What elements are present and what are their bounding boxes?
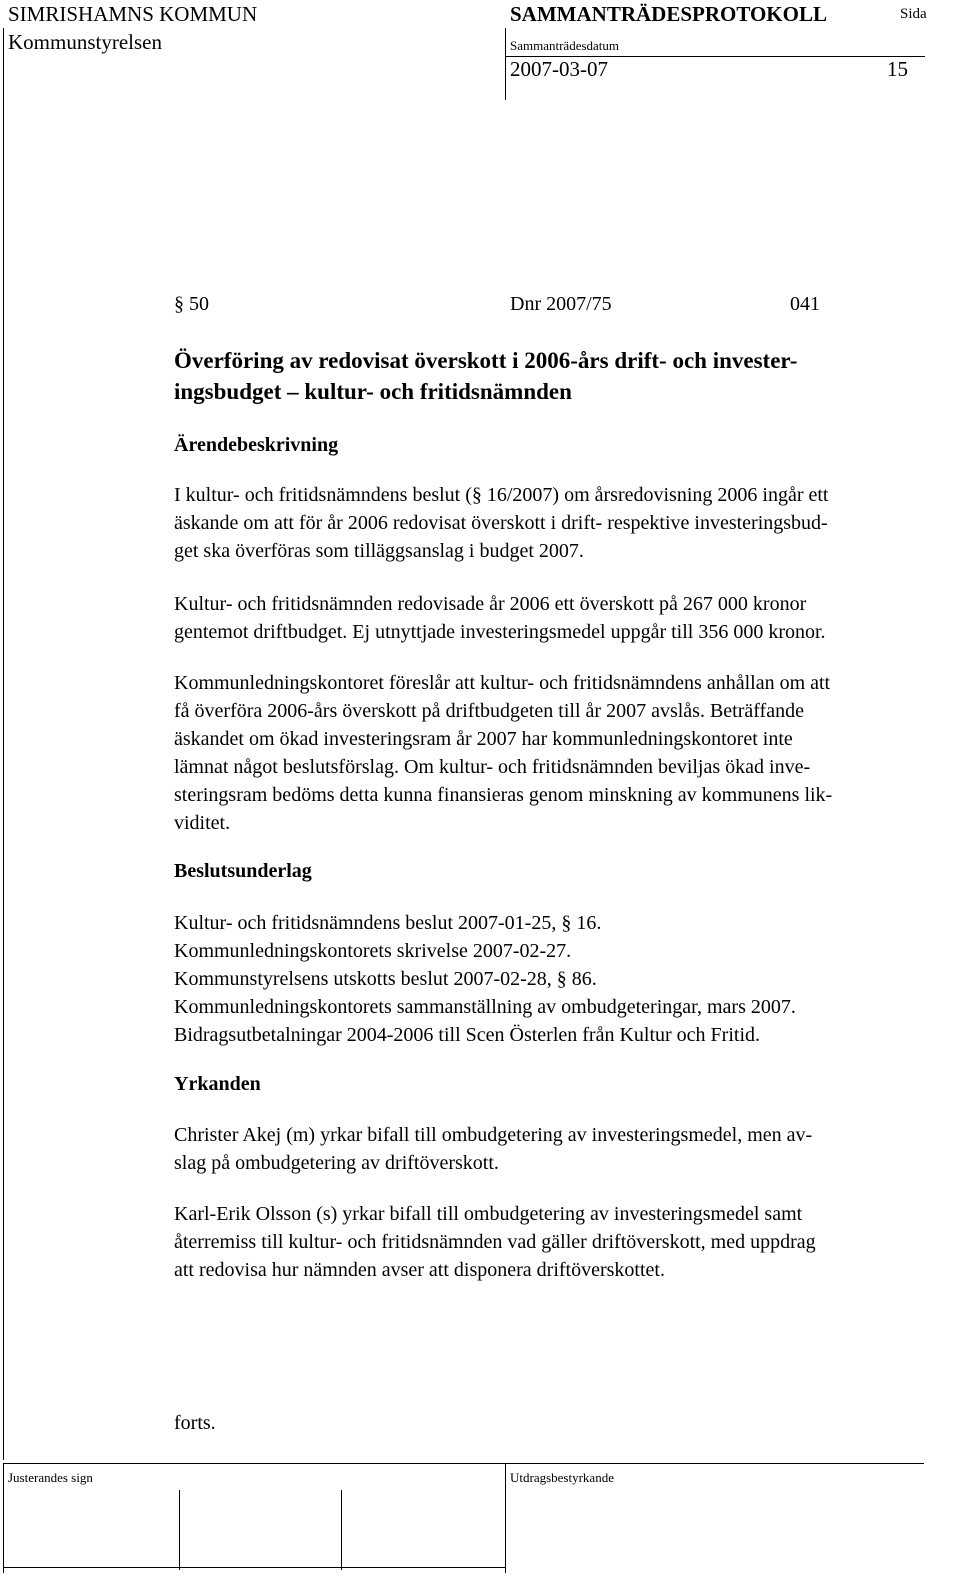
list-item: Kommunledningskontorets skrivelse 2007-02-27. — [174, 940, 572, 962]
description-paragraph-1 — [174, 481, 934, 565]
text-line: få överföra 2006-års överskott på driftbudgeten till år 2007 avslås. Beträffande — [174, 700, 804, 722]
diary-number: Dnr 2007/75 — [510, 293, 612, 315]
text-line: Kommunledningskontoret föreslår att kultur- och fritidsnämndens anhållan om att — [174, 672, 831, 694]
motion-2 — [174, 1200, 934, 1284]
title-line-2: ingsbudget – kultur- och fritidsnämnden — [174, 379, 572, 404]
paragraph-number: § 50 — [174, 293, 209, 315]
page-number: 15 — [887, 57, 908, 81]
text-line: äskandet om ökad investeringsram år 2007 har kommunledningskontoret inte — [174, 728, 793, 750]
motion-1 — [174, 1121, 934, 1177]
page-title — [174, 345, 934, 407]
footer-left-rule — [3, 1463, 4, 1573]
list-item: Kultur- och fritidsnämndens beslut 2007-01-25, § 16. — [174, 912, 602, 934]
list-item: Bidragsutbetalningar 2004-2006 till Scen Österlen från Kultur och Fritid. — [174, 1024, 760, 1046]
page-left-rule — [3, 100, 4, 1460]
list-item: Kommunstyrelsens utskotts beslut 2007-02-28, § 86. — [174, 968, 597, 990]
text-line: gentemot driftbudget. Ej utnyttjade investeringsmedel uppgår till 356 000 kronor. — [174, 621, 826, 643]
signature-box-divider — [341, 1490, 342, 1570]
footer-mid-rule — [505, 1463, 506, 1573]
header-left-rule — [3, 28, 4, 100]
description-paragraph-3 — [174, 669, 934, 837]
text-line: get ska överföras som tilläggsanslag i budget 2007. — [174, 540, 584, 562]
header-date-underline — [505, 56, 925, 57]
meeting-date: 2007-03-07 — [510, 57, 608, 81]
text-line: återremiss till kultur- och fritidsnämnden vad gäller driftöverskott, med uppdrag — [174, 1231, 816, 1253]
motions-heading: Yrkanden — [174, 1073, 261, 1095]
text-line: I kultur- och fritidsnämndens beslut (§ 16/2007) om årsredovisning 2006 ingår ett — [174, 484, 829, 506]
document-type: SAMMANTRÄDESPROTOKOLL — [510, 2, 827, 26]
page-label: Sida — [900, 6, 927, 22]
basis-list — [174, 909, 934, 1049]
header-mid-rule — [505, 28, 506, 100]
text-line: att redovisa hur nämnden avser att disponera driftöverskottet. — [174, 1259, 665, 1281]
text-line: Karl-Erik Olsson (s) yrkar bifall till ombudgetering av investeringsmedel samt — [174, 1203, 803, 1225]
description-heading: Ärendebeskrivning — [174, 434, 339, 456]
text-line: äskande om att för år 2006 redovisat överskott i drift- respektive investeringsbud- — [174, 512, 828, 534]
text-line: slag på ombudgetering av driftöverskott. — [174, 1152, 499, 1174]
signature-box-divider — [179, 1490, 180, 1570]
basis-heading: Beslutsunderlag — [174, 860, 312, 882]
text-line: viditet. — [174, 812, 231, 834]
footer-top-rule — [3, 1463, 924, 1464]
description-paragraph-2 — [174, 590, 934, 646]
case-code: 041 — [790, 293, 820, 315]
text-line: Christer Akej (m) yrkar bifall till ombudgetering av investeringsmedel, men av- — [174, 1124, 813, 1146]
list-item: Kommunledningskontorets sammanställning av ombudgeteringar, mars 2007. — [174, 996, 796, 1018]
committee-name: Kommunstyrelsen — [8, 30, 162, 54]
extract-label: Utdragsbestyrkande — [510, 1470, 614, 1485]
text-line: steringsram bedöms detta kunna finansieras genom minskning av kommunens lik- — [174, 784, 833, 806]
text-line: lämnat något beslutsförslag. Om kultur- och fritidsnämnden beviljas ökad inve- — [174, 756, 811, 778]
continued-marker: forts. — [174, 1412, 216, 1434]
adjuster-label: Justerandes sign — [8, 1470, 93, 1485]
text-line: Kultur- och fritidsnämnden redovisade år 2006 ett överskott på 267 000 kronor — [174, 593, 807, 615]
date-label: Sammanträdesdatum — [510, 38, 620, 53]
title-line-1: Överföring av redovisat överskott i 2006-års drift- och invester- — [174, 348, 798, 373]
municipality-name: SIMRISHAMNS KOMMUN — [8, 2, 258, 26]
footer-bottom-rule — [3, 1567, 505, 1568]
